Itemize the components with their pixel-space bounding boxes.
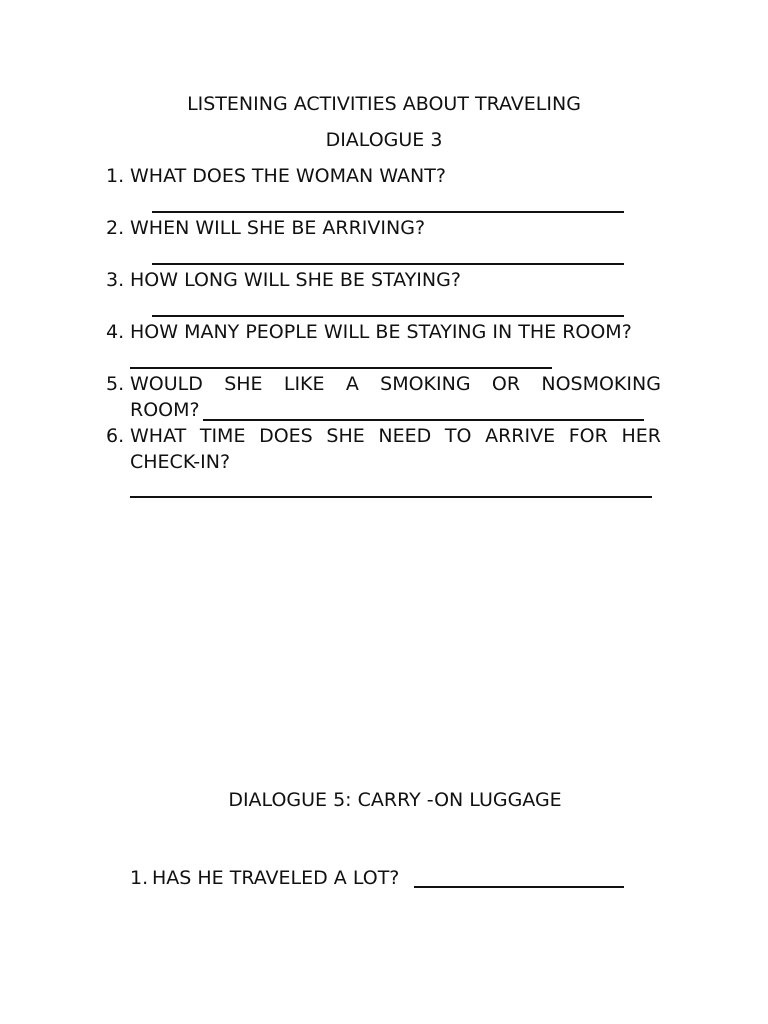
question-word: FOR xyxy=(568,425,608,447)
question-word: SMOKING xyxy=(380,373,471,395)
question-word: NEED xyxy=(378,425,432,447)
question-word: SHE xyxy=(326,425,365,447)
answer-line[interactable] xyxy=(152,263,624,265)
question-number: 1. xyxy=(130,867,149,889)
question-number: 4. xyxy=(106,321,125,343)
question-word: WHAT xyxy=(130,425,187,447)
question-number: 3. xyxy=(106,269,125,291)
question-text: WHAT DOES THE WOMAN WANT? xyxy=(130,165,446,187)
answer-line[interactable] xyxy=(130,496,652,498)
dialogue-5-heading: DIALOGUE 5: CARRY -ON LUGGAGE xyxy=(228,789,562,811)
question-word: HER xyxy=(621,425,661,447)
question-word: TIME xyxy=(199,425,246,447)
question-text-continuation: ROOM? xyxy=(130,399,200,421)
question-word: NOSMOKING xyxy=(541,373,661,395)
question-text xyxy=(130,424,661,448)
question-word: DOES xyxy=(259,425,313,447)
question-word: A xyxy=(345,373,359,395)
question-text: HAS HE TRAVELED A LOT? xyxy=(152,867,400,889)
question-number: 2. xyxy=(106,217,125,239)
question-text-continuation: CHECK-IN? xyxy=(130,451,231,473)
question-word: SHE xyxy=(224,373,263,395)
question-number: 5. xyxy=(106,373,125,395)
dialogue-3-heading: DIALOGUE 3 xyxy=(325,129,443,151)
answer-line[interactable] xyxy=(152,315,624,317)
question-word: LIKE xyxy=(283,373,325,395)
answer-line[interactable] xyxy=(414,886,624,888)
worksheet-title: LISTENING ACTIVITIES ABOUT TRAVELING xyxy=(187,93,581,115)
answer-line[interactable] xyxy=(152,211,624,213)
answer-line[interactable] xyxy=(130,367,552,369)
question-text: HOW MANY PEOPLE WILL BE STAYING IN THE ROOM? xyxy=(130,321,632,343)
question-word: TO xyxy=(444,425,472,447)
question-text: WHEN WILL SHE BE ARRIVING? xyxy=(130,217,426,239)
question-word: WOULD xyxy=(130,373,203,395)
answer-line[interactable] xyxy=(203,419,644,421)
question-word: ARRIVE xyxy=(485,425,556,447)
question-number: 1. xyxy=(106,165,125,187)
question-text xyxy=(130,372,661,396)
question-text: HOW LONG WILL SHE BE STAYING? xyxy=(130,269,461,291)
question-number: 6. xyxy=(106,425,125,447)
question-word: OR xyxy=(491,373,521,395)
